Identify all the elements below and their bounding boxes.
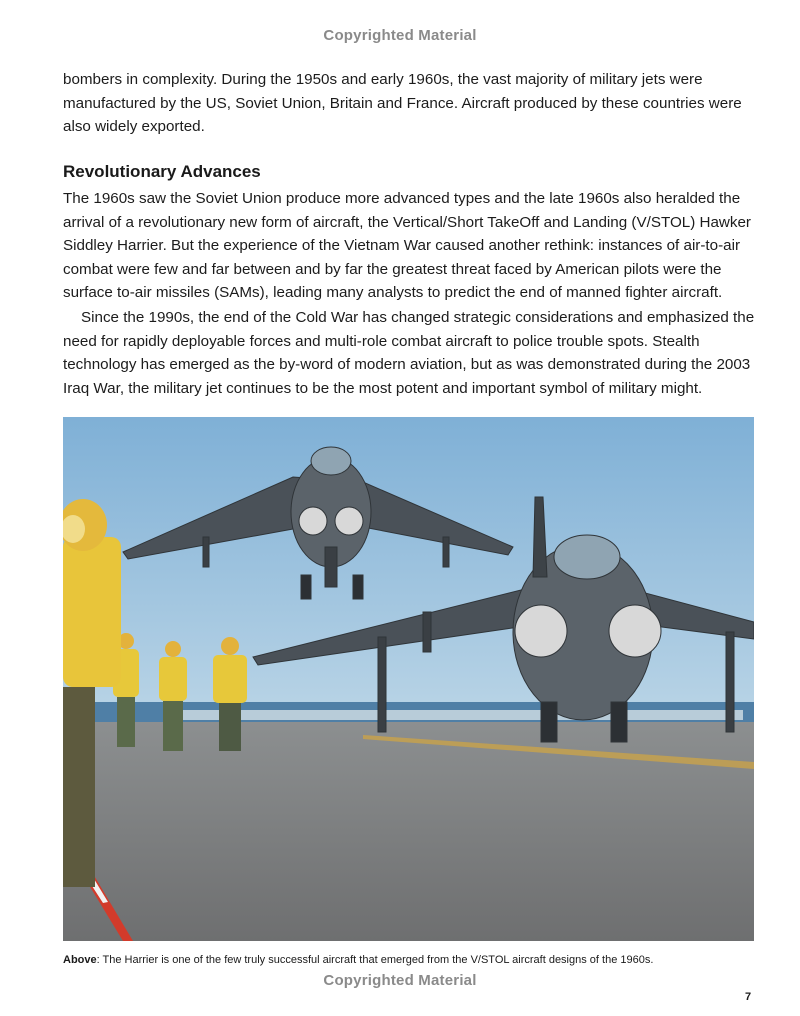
body-paragraph-1 xyxy=(63,187,763,305)
photo-caption xyxy=(63,954,763,966)
intro-paragraph xyxy=(63,68,763,139)
harrier-photo-illustration xyxy=(63,417,754,941)
caption-text: : The Harrier is one of the few truly successful aircraft that emerged from the V/STOL aircraft designs of the 1960s. xyxy=(96,954,654,966)
body-paragraph-1-text: The 1960s saw the Soviet Union produce more advanced types and the late 1960s also heralded the arrival of a revolutionary new form of aircraft, the Vertical/Short TakeOff and Landing (V/STOL) Hawker Siddley Harrier. But the experience of the Vietnam War caused another rethink: instances of air-to-air combat were few and far between and by far the greatest threat faced by American pilots were the surface to-air missiles (SAMs), leading many analysts to predict the end of manned fighter aircraft. xyxy=(63,190,751,302)
harrier-photo xyxy=(63,417,754,941)
body-paragraph-2-text: Since the 1990s, the end of the Cold War has changed strategic considerations and emphasized the need for rapidly deployable forces and multi-role combat aircraft to police trouble spots. Stealth technology has emerged as the by-word of modern aviation, but as was demonstrated during the 2003 Iraq War, the military jet continues to be the most potent and important symbol of military might. xyxy=(63,309,755,397)
intro-paragraph-text: bombers in complexity. During the 1950s and early 1960s, the vast majority of military jets were manufactured by the US, Soviet Union, Britain and France. Aircraft produced by these countries were also widely exported. xyxy=(63,71,742,136)
section-heading: Revolutionary Advances xyxy=(63,162,261,181)
page-number: 7 xyxy=(745,991,752,1003)
copyright-watermark-top: Copyrighted Material xyxy=(323,27,477,44)
body-paragraph-2 xyxy=(63,306,763,400)
caption-label: Above xyxy=(63,954,97,966)
copyright-watermark-bottom: Copyrighted Material xyxy=(323,972,477,989)
